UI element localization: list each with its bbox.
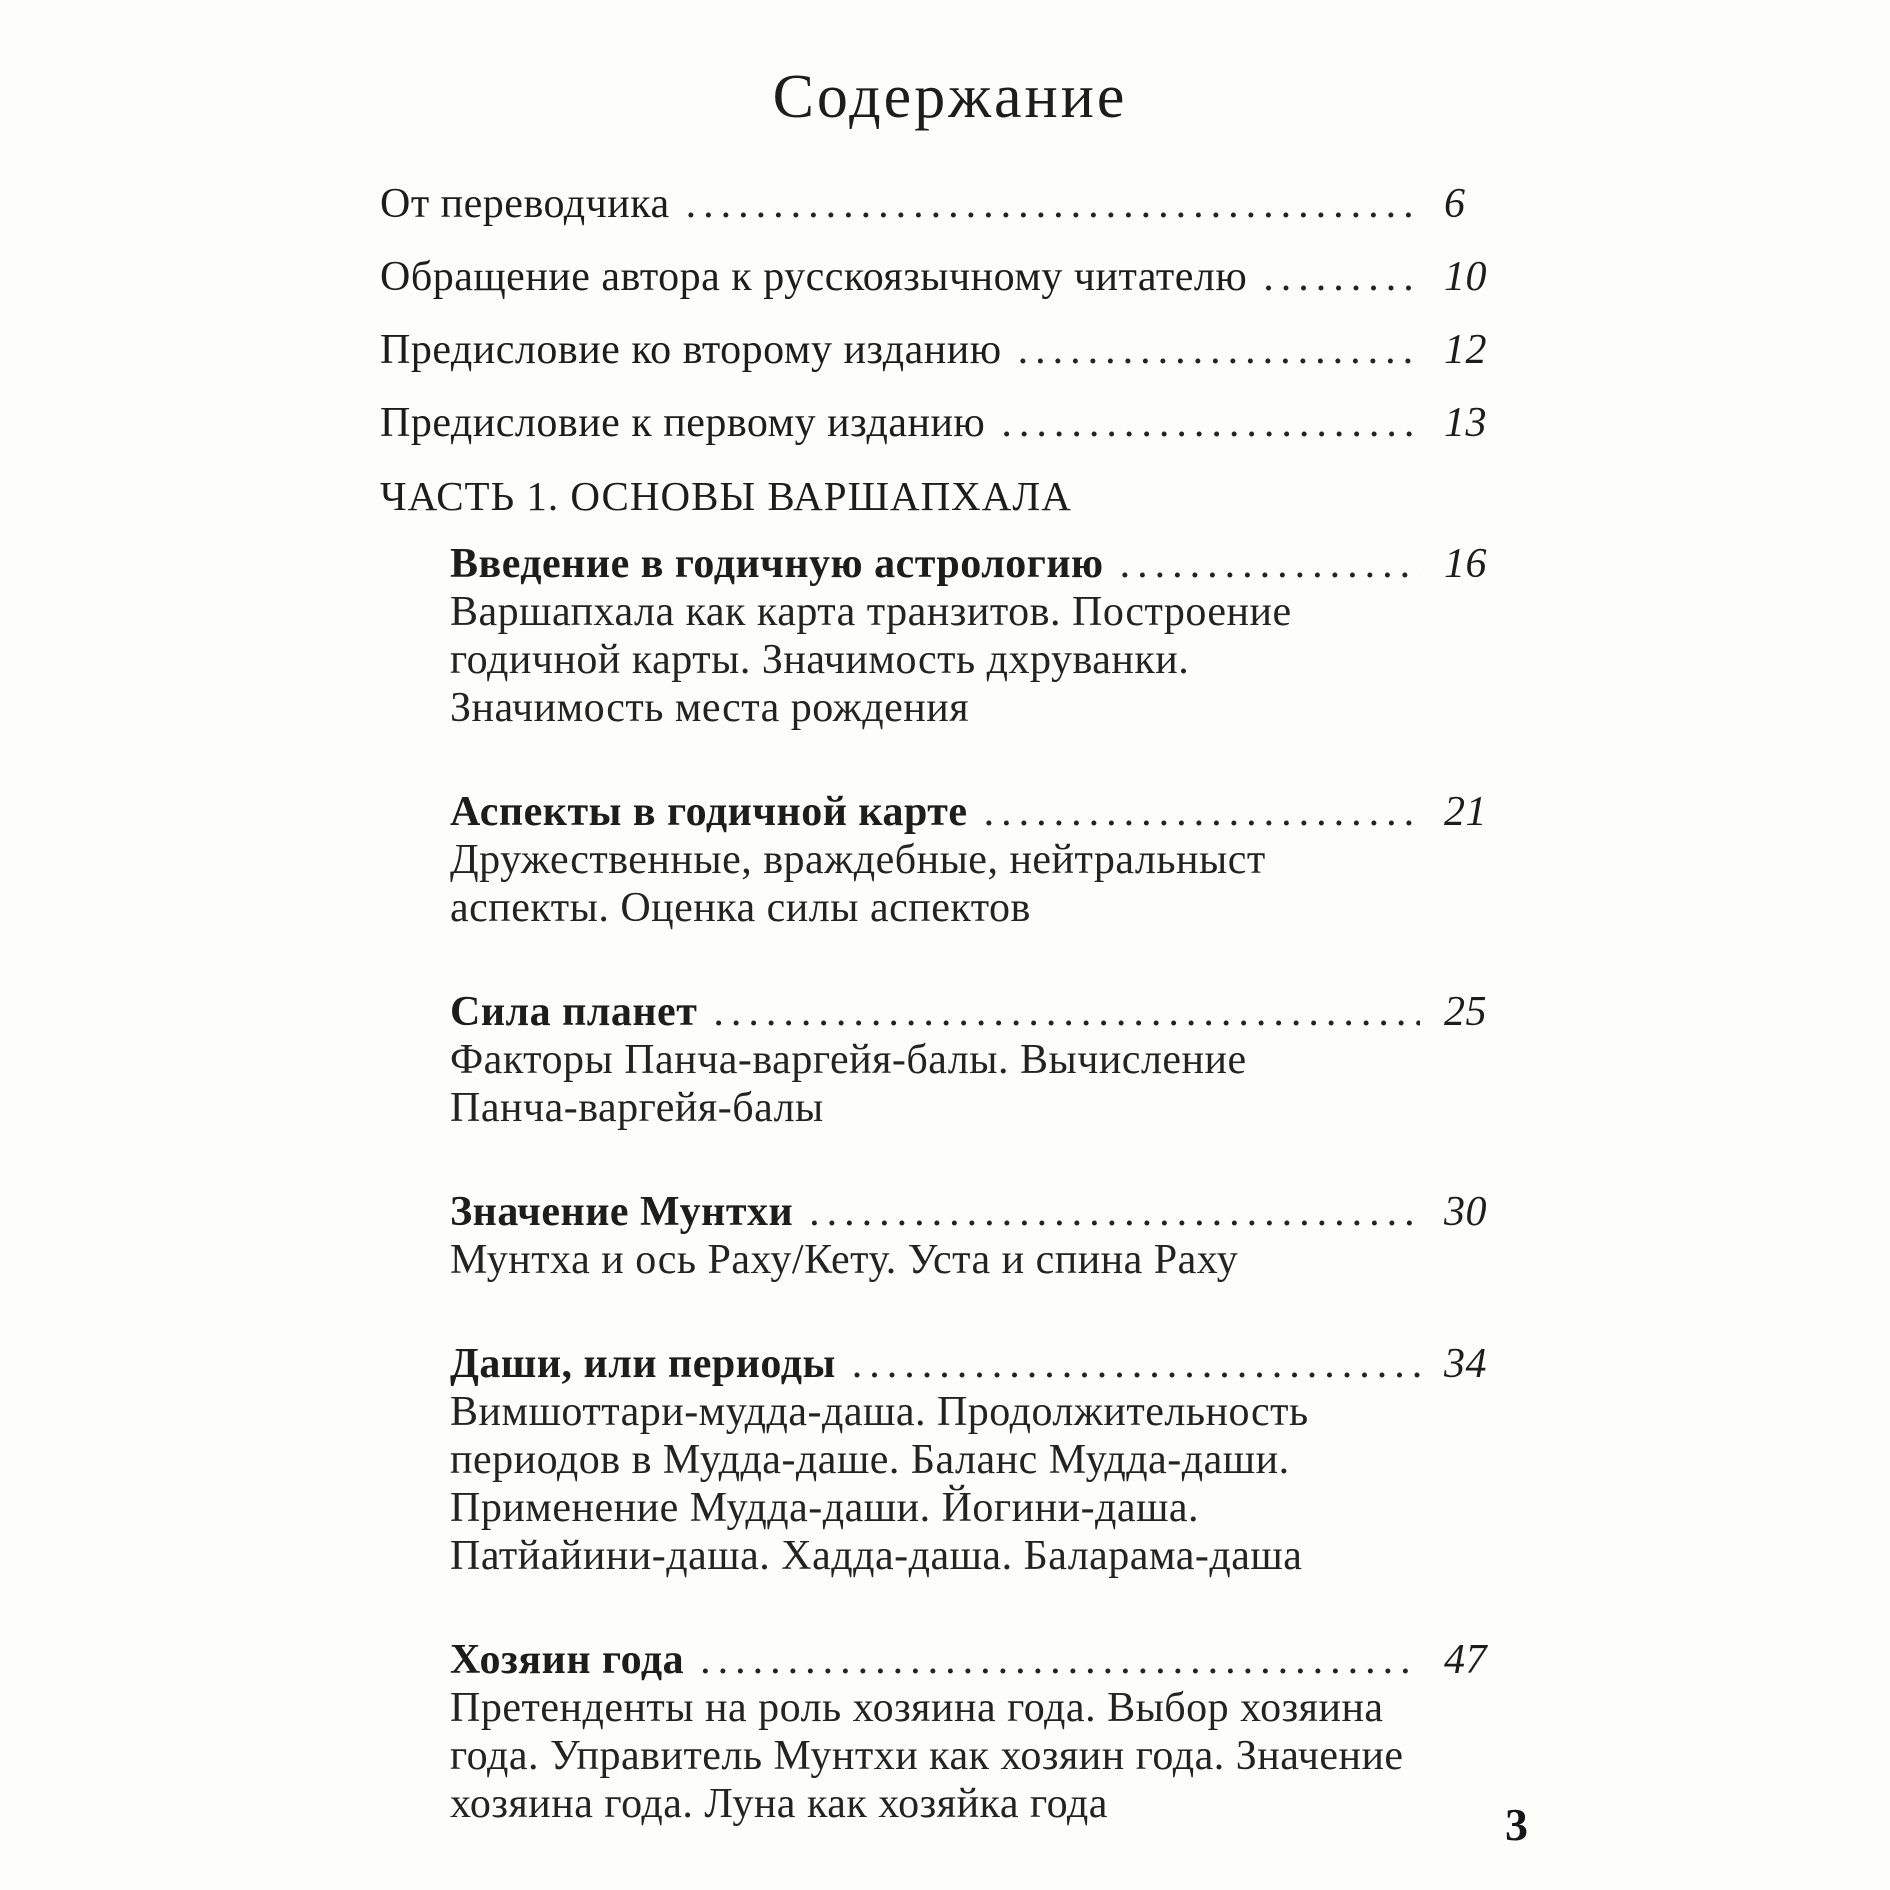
toc-entry-page-number: 13 bbox=[1444, 400, 1487, 446]
dot-leader bbox=[686, 178, 1420, 230]
toc-section bbox=[450, 1340, 1520, 1580]
toc-entry-page-number: 6 bbox=[1444, 181, 1466, 227]
toc-entry-page-number: 10 bbox=[1444, 254, 1487, 300]
section-page-number: 30 bbox=[1444, 1189, 1487, 1235]
dot-leader bbox=[809, 1188, 1420, 1236]
toc-section bbox=[450, 540, 1520, 732]
section-description-line: хозяина года. Луна как хозяйка года bbox=[450, 1781, 1108, 1827]
section-description-line: годичной карты. Значимость дхруванки. bbox=[450, 637, 1190, 683]
section-page-number: 34 bbox=[1444, 1341, 1487, 1387]
footer-page-number: 3 bbox=[1505, 1799, 1528, 1850]
dot-leader bbox=[713, 988, 1420, 1036]
dot-leader bbox=[852, 1340, 1420, 1388]
toc-entry-page-number: 12 bbox=[1444, 327, 1487, 373]
section-title-row bbox=[450, 540, 1520, 588]
section-description-line: года. Управитель Мунтхи как хозяин года. Значение bbox=[450, 1733, 1404, 1779]
section-title-row bbox=[450, 1636, 1520, 1684]
section-title: Сила планет bbox=[450, 989, 698, 1035]
section-description-line: Панча-варгейя-балы bbox=[450, 1085, 824, 1131]
toc-entry-label: Обращение автора к русскоязычному читателю bbox=[380, 254, 1248, 300]
section-description-line: Значимость места рождения bbox=[450, 685, 970, 731]
section-description-line: периодов в Мудда-даше. Баланс Мудда-даши. bbox=[450, 1437, 1290, 1483]
section-description-line: Мунтха и ось Раху/Кету. Уста и спина Раху bbox=[450, 1237, 1239, 1283]
toc-entry-label: Предисловие ко второму изданию bbox=[380, 327, 1002, 373]
section-page-number: 25 bbox=[1444, 989, 1487, 1035]
section-description-line: Факторы Панча-варгейя-балы. Вычисление bbox=[450, 1037, 1247, 1083]
section-title-row bbox=[450, 1340, 1520, 1388]
section-title-row bbox=[450, 1188, 1520, 1236]
section-description-line: Претенденты на роль хозяина года. Выбор хозяина bbox=[450, 1685, 1384, 1731]
dot-leader bbox=[984, 788, 1420, 836]
section-title: Даши, или периоды bbox=[450, 1341, 836, 1387]
dot-leader bbox=[1120, 540, 1420, 588]
section-description-line: Варшапхала как карта транзитов. Построение bbox=[450, 589, 1292, 635]
section-page-number: 47 bbox=[1444, 1637, 1487, 1683]
dot-leader bbox=[1001, 397, 1420, 449]
section-description-line: Дружественные, враждебные, нейтральныст bbox=[450, 837, 1266, 883]
section-page-number: 16 bbox=[1444, 541, 1487, 587]
toc-section bbox=[450, 988, 1520, 1132]
toc-entry-label: Предисловие к первому изданию bbox=[380, 400, 986, 446]
section-title-row bbox=[450, 788, 1520, 836]
section-title: Хозяин года bbox=[450, 1637, 685, 1683]
section-title: Аспекты в годичной карте bbox=[450, 789, 968, 835]
section-page-number: 21 bbox=[1444, 789, 1487, 835]
section-title-row bbox=[450, 988, 1520, 1036]
toc-entry bbox=[380, 397, 1520, 449]
dot-leader bbox=[700, 1636, 1420, 1684]
page-title: Содержание bbox=[772, 63, 1128, 131]
dot-leader bbox=[1018, 324, 1420, 376]
toc-entry bbox=[380, 251, 1520, 303]
section-title: Введение в годичную астрологию bbox=[450, 541, 1104, 587]
dot-leader bbox=[1263, 251, 1420, 303]
toc-section bbox=[450, 788, 1520, 932]
section-title: Значение Мунтхи bbox=[450, 1189, 794, 1235]
part-heading: ЧАСТЬ 1. ОСНОВЫ ВАРШАПХАЛА bbox=[380, 473, 1072, 519]
section-description-line: Патйайини-даша. Хадда-даша. Баларама-даша bbox=[450, 1533, 1303, 1579]
toc-section bbox=[450, 1188, 1520, 1284]
toc-section bbox=[450, 1636, 1520, 1828]
section-description-line: Применение Мудда-даши. Йогини-даша. bbox=[450, 1485, 1200, 1531]
toc-entry bbox=[380, 324, 1520, 376]
section-description-line: аспекты. Оценка силы аспектов bbox=[450, 885, 1031, 931]
section-description-line: Вимшоттари-мудда-даша. Продолжительность bbox=[450, 1389, 1309, 1435]
toc-entry-label: От переводчика bbox=[380, 181, 670, 227]
toc-entry bbox=[380, 178, 1520, 230]
